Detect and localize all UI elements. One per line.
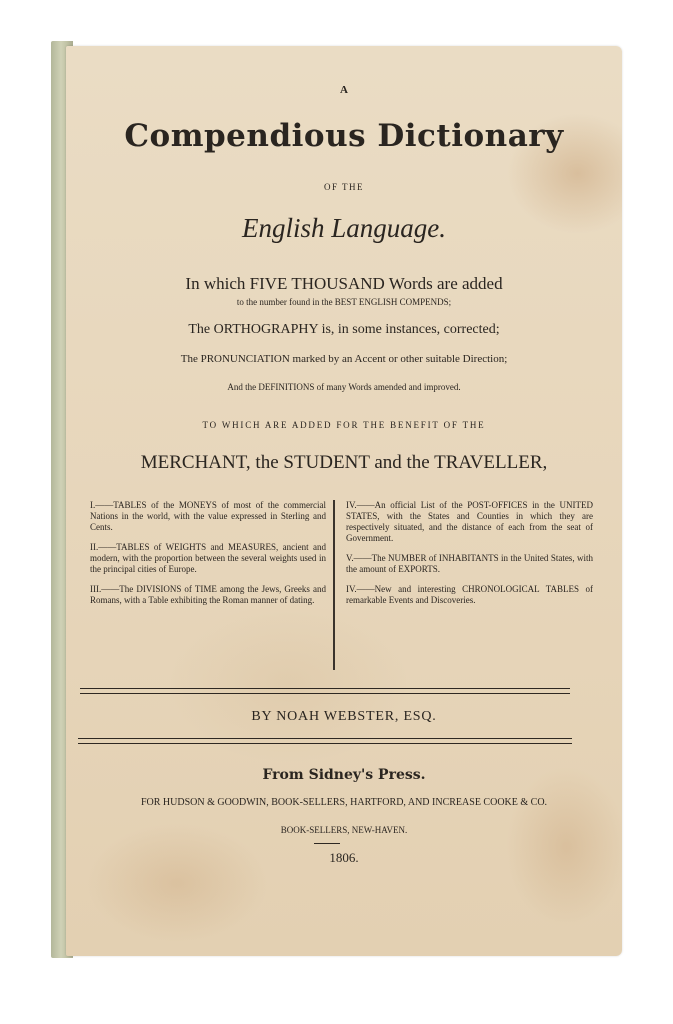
- list-item: IV.——New and interesting CHRONOLOGICAL TABLES of remarkable Events and Discoveries.: [346, 584, 593, 605]
- year: 1806.: [329, 850, 359, 865]
- publisher-line: FOR HUDSON & GOODWIN, BOOK-SELLERS, HARTFORD, AND INCREASE COOKE & CO.: [140, 797, 548, 808]
- subtitle-line-4: The PRONUNCIATION marked by an Accent or other suitable Direction;: [180, 353, 508, 365]
- press-line: From Sidney's Press.: [262, 767, 426, 783]
- list-item: IV.——An official List of the POST-OFFICES in the UNITED STATES, with the States and Counties in which they are respectively situated, and the distance of each from the seat of Government.: [346, 500, 593, 543]
- subtitle-line-5: And the DEFINITIONS of many Words amended and improved.: [227, 382, 461, 392]
- main-title: Compendious Dictionary: [124, 118, 564, 154]
- merchant-line: MERCHANT, the STUDENT and the TRAVELLER,: [140, 452, 548, 473]
- short-rule: [314, 843, 340, 844]
- list-item: III.——The DIVISIONS of TIME among the Jews, Greeks and Romans, with a Table exhibiting the Roman manner of dating.: [90, 584, 326, 605]
- subtitle-line-1: In which FIVE THOUSAND Words are added: [185, 274, 503, 293]
- to-which-line: TO WHICH ARE ADDED FOR THE BENEFIT OF THE: [202, 420, 486, 430]
- list-item: I.——TABLES of the MONEYS of most of the commercial Nations in the world, with the value expressed in Sterling and Cents.: [90, 500, 326, 532]
- author-line: BY NOAH WEBSTER, ESQ.: [251, 709, 437, 724]
- left-column: [90, 500, 326, 615]
- of-the-text: OF THE: [323, 182, 365, 192]
- language-title: English Language.: [241, 213, 446, 243]
- list-item: V.——The NUMBER of INHABITANTS in the United States, with the amount of EXPORTS.: [346, 553, 593, 574]
- double-rule-top: [80, 688, 570, 694]
- subtitle-line-3: The ORTHOGRAPHY is, in some instances, corrected;: [188, 322, 500, 337]
- column-divider: [333, 500, 335, 670]
- title-page: [66, 46, 622, 956]
- article-a: A: [340, 84, 348, 96]
- booksellers-line: BOOK-SELLERS, NEW-HAVEN.: [280, 825, 408, 835]
- list-item: II.——TABLES of WEIGHTS and MEASURES, ancient and modern, with the proportion between the several weights used in the principal cities of Europe.: [90, 542, 326, 574]
- subtitle-line-2: to the number found in the BEST ENGLISH COMPENDS;: [236, 297, 452, 307]
- double-rule-bottom: [78, 738, 572, 744]
- right-column: [346, 500, 593, 615]
